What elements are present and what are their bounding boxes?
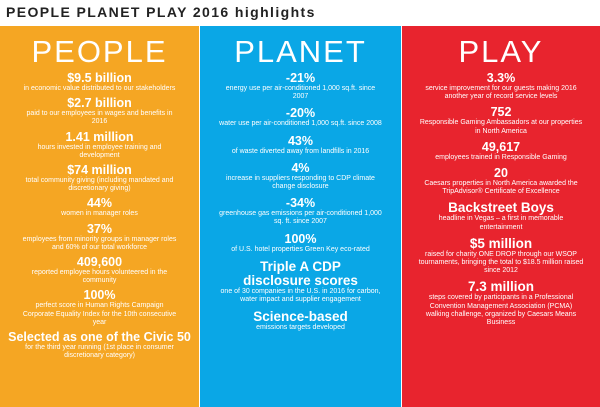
stat-value: 3.3% [486,71,516,85]
stat-description: reported employee hours volunteered in the community [31,269,168,285]
stat-description: one of 30 companies in the U.S. in 2016 for carbon, water impact and supplier engagement [220,287,381,304]
stat-item [200,107,401,128]
stat-item [402,72,600,101]
people-heading: PEOPLE [31,34,168,69]
stat-description: in economic value distributed to our stakeholders [23,85,176,92]
stat-item [402,106,600,135]
stat-item [402,167,600,196]
stat-description: raised for charity ONE DROP through our WSOP tournaments, bringing the total to $18.5 million raised since 2012 [418,250,584,275]
stat-description: of waste diverted away from landfills in 2016 [231,147,370,155]
planet-stats [200,72,401,332]
stat-item [0,289,199,327]
stat-description: of U.S. hotel properties Green Key eco-rated [231,245,370,253]
stat-item [200,260,401,304]
stat-value: $9.5 billion [67,71,132,85]
stat-value: 7.3 million [467,279,535,295]
highlights-columns [0,26,600,407]
stat-item [200,197,401,226]
stat-item [402,201,600,231]
stat-item [0,331,199,360]
stat-description: for the third year running (1st place in consumer discretionary category) [25,344,174,360]
stat-description: greenhouse gas emissions per air-conditioned 1,000 sq. ft. since 2007 [219,210,382,226]
planet-heading: PLANET [234,34,367,69]
stat-item [402,280,600,327]
stat-item [0,256,199,285]
stat-item [200,135,401,156]
stat-item [0,164,199,193]
stat-description: employees from minority groups in manager roles and 60% of our total workforce [22,235,177,251]
stat-value: Triple A CDP disclosure scores [243,258,358,288]
stat-value: 49,617 [481,139,521,154]
stat-description: Responsible Gaming Ambassadors at our properties in North America [419,119,583,135]
stat-value: 37% [86,221,113,236]
stat-value: -34% [285,196,316,211]
stat-value: $5 million [469,235,533,251]
stat-description: emissions targets developed [256,324,345,332]
stat-value: 4% [291,160,310,175]
planet-column [200,26,401,407]
people-column [0,26,199,407]
stat-value: 44% [86,196,113,211]
play-heading: PLAY [458,34,544,69]
stat-description: hours invested in employee training and development [37,143,162,159]
people-stats [0,72,199,360]
stat-value: 752 [490,105,512,120]
stat-value: 409,600 [76,255,123,270]
stat-value: -20% [285,106,316,121]
stat-item [200,162,401,191]
stat-value: Selected as one of the Civic 50 [8,330,191,345]
stat-description: water use per air-conditioned 1,000 sq.ft. since 2008 [219,120,382,128]
stat-description: steps covered by participants in a Professional Convention Management Association (PCMA) walking challenge, organized by Caesars Means Business [425,294,577,327]
stat-description: perfect score in Human Rights Campaign Corporate Equality Index for the 10th consecutive year [22,302,177,326]
stat-item [200,233,401,254]
stat-value: -21% [285,71,316,85]
stat-item [0,131,199,160]
stat-description: paid to our employees in wages and benefits in 2016 [26,110,173,126]
stat-description: employees trained in Responsible Gaming [435,153,567,161]
stat-item [0,223,199,252]
page-title: PEOPLE PLANET PLAY 2016 highlights [6,4,316,20]
stat-item [200,310,401,332]
stat-value: 100% [83,288,116,303]
stat-description: increase in suppliers responding to CDP climate change disclosure [226,174,375,191]
stat-value: 43% [287,133,314,148]
stat-description: women in manager roles [61,210,138,218]
play-stats [402,72,600,327]
stat-item [402,237,600,276]
stat-description: Caesars properties in North America awarded the TripAdvisor® Certificate of Excellence [424,180,578,196]
stat-value: 1.41 million [65,129,134,144]
stat-item [0,197,199,218]
stat-description: service improvement for our guests making 2016 another year of record service levels [425,85,577,101]
stat-value: 100% [284,231,317,246]
stat-item [0,72,199,93]
stat-value: Science-based [253,309,348,325]
play-column [402,26,600,407]
stat-item [0,97,199,126]
stat-description: energy use per air-conditioned 1,000 sq.ft. since 2007 [225,85,376,101]
stat-value: Backstreet Boys [448,200,554,216]
stat-value: 20 [494,166,508,181]
stat-item [402,141,600,162]
stat-value: $2.7 billion [67,96,132,111]
stat-description: headline in Vegas – a first in memorable entertainment [438,215,564,231]
stat-item [200,72,401,101]
stat-description: total community giving (including mandated and discretionary giving) [25,177,174,193]
stat-value: $74 million [67,163,132,178]
